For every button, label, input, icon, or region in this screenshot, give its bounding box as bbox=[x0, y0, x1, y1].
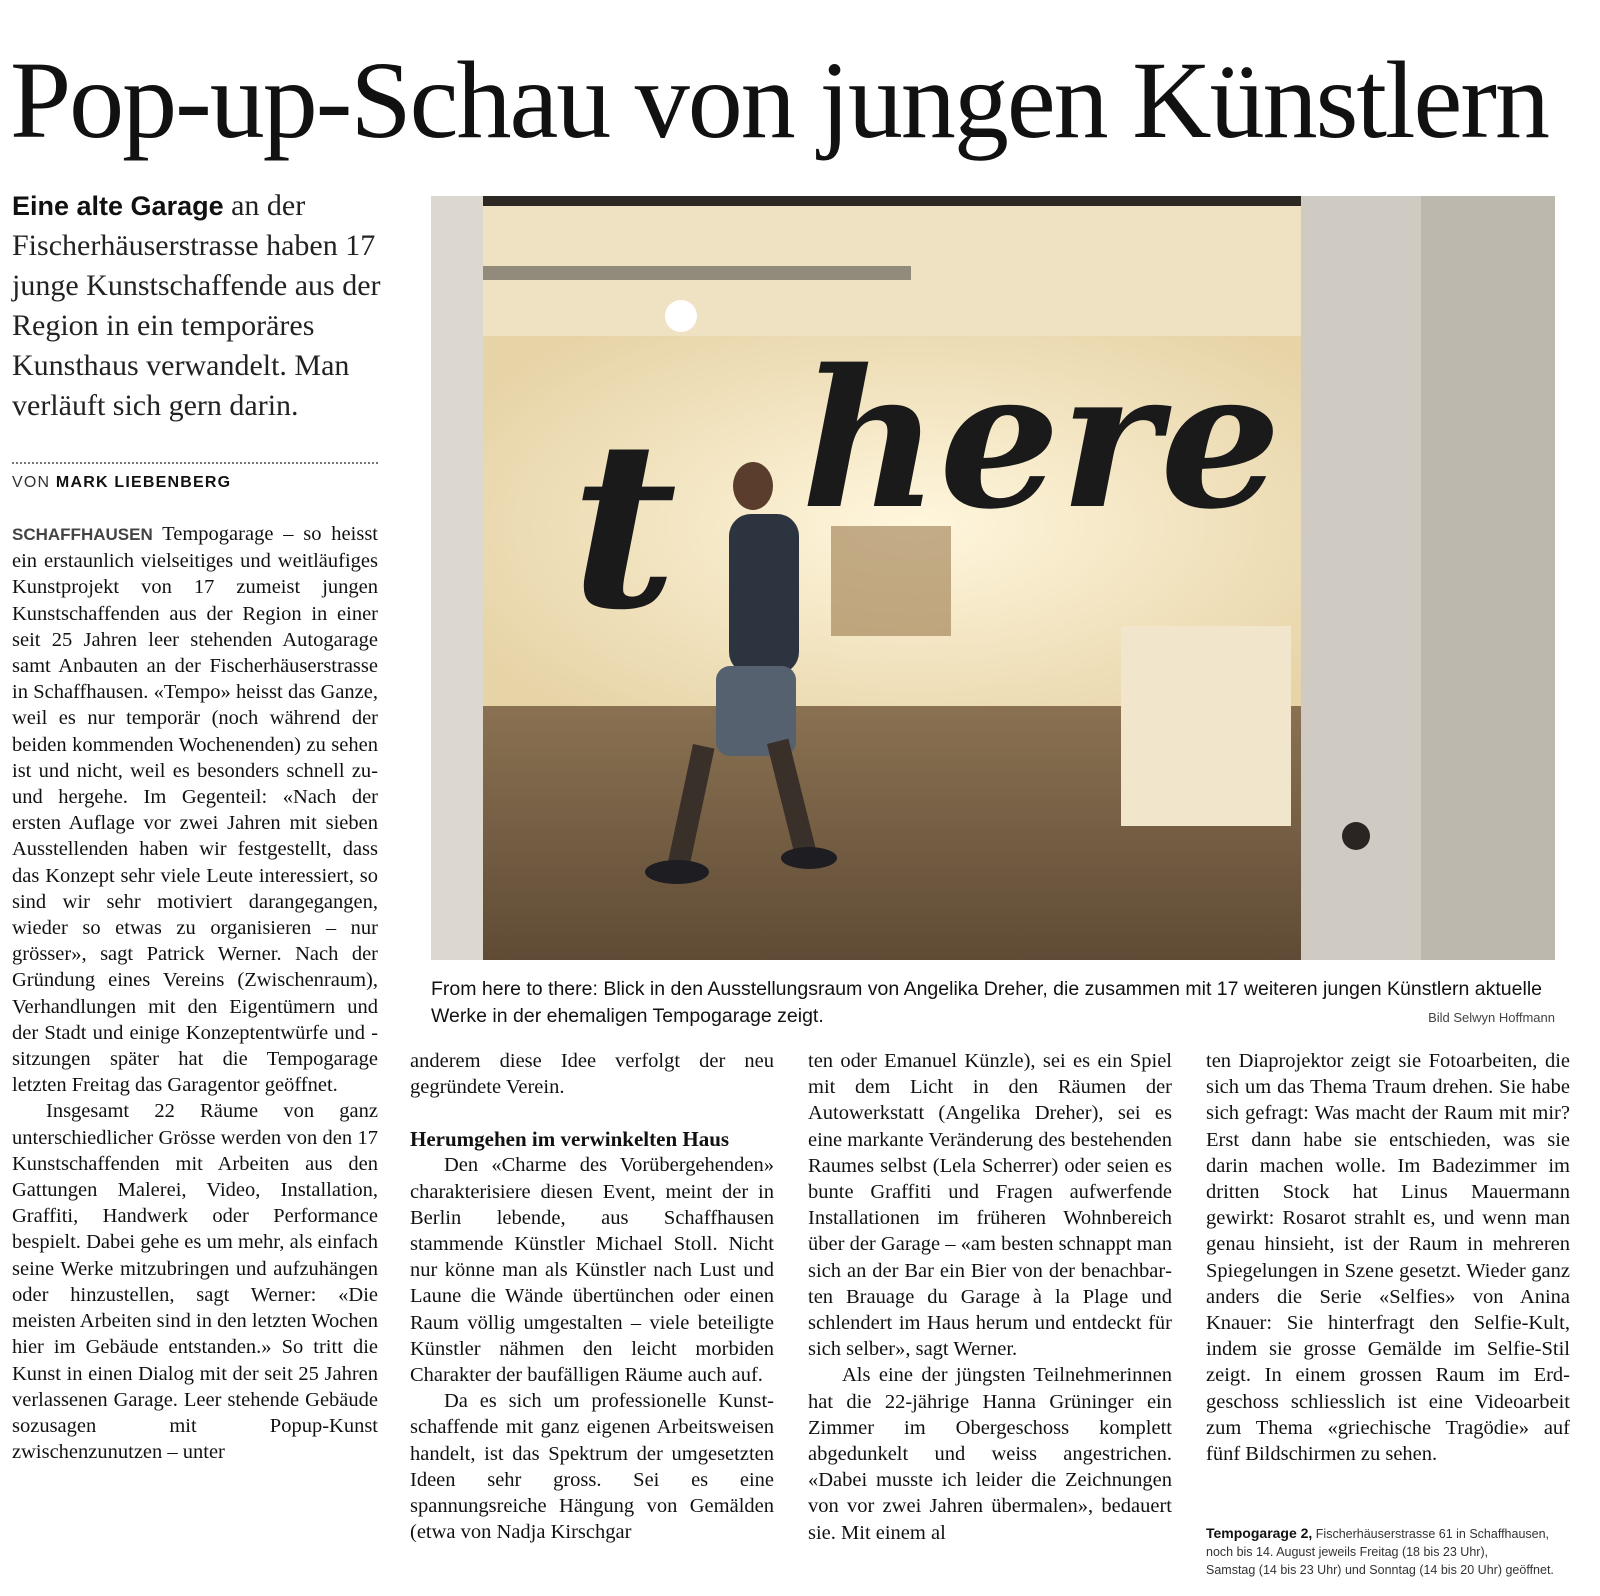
paragraph-text: Tempogarage – so heisst ein erstaunlich vielseitiges und weitläufiges Kunstprojekt von 17 zumeist jungen Kunstschaffenden aus der Region in einer seit 25 Jahren leer stehenden Autogarage samt Anbauten an der Fischerhäuserstrasse in Schaffhausen. «Tempo» heisst das Ganze, weil es nur temporär (noch während der beiden kommenden Wochenenden) zu sehen ist und nicht, weil es besonders schnell zu- und hergehe. Im Gegenteil: «Nach der ersten Auflage vor zwei Jahren mit sieben Ausstellenden haben wir festgestellt, dass das Konzept sehr viele Leute interessiert, so sind wir sehr motiviert darangegangen, wieder so etwas zu organisieren – nur grösser», sagt Patrick Werner. Nach der Gründung eines Vereins (Zwischenraum), Verhandlungen mit den Eigentümern und der Stadt und einige Konzeptentwürfe und -sitzungen später hat die Tempogarage letzten Freitag das Garagentor geöffnet. bbox=[12, 523, 378, 1097]
byline-author: MARK LIEBENBERG bbox=[55, 474, 232, 491]
headline: Pop-up-Schau von jungen Künstlern bbox=[10, 39, 1548, 161]
paragraph: Als eine der jüngsten Teilnehmerinnen hat die 22-jährige Hanna Grüninger ein Zimmer im Obergeschoss komplett abgedunkelt und weiss angestrichen. «Dabei musste ich leider die Zeichnungen von vor zwei Jahren übermalen», bedauert sie. Mit einem al bbox=[808, 1364, 1172, 1544]
ceiling-beam bbox=[471, 266, 911, 280]
article-column-1 bbox=[12, 521, 378, 1465]
article-column-3 bbox=[808, 1048, 1172, 1546]
frame-right-edge bbox=[1421, 196, 1555, 960]
window-letter-t: t bbox=[571, 391, 678, 661]
article-column-4 bbox=[1206, 1048, 1570, 1467]
info-title: Tempogarage 2, bbox=[1206, 1525, 1313, 1541]
info-line-2: noch bis 14. August jeweils Freitag (18 bis 23 Uhr), bbox=[1206, 1545, 1489, 1559]
byline bbox=[12, 474, 231, 492]
dateline: SCHAFFHAUSEN bbox=[12, 525, 153, 544]
paragraph: Den «Charme des Vorübergehenden» charakterisiere diesen Event, meint der in Berlin lebende, aus Schaffhausen stammende Künstler Michael Stoll. Nicht nur könne man als Künstler nach Lust und Laune die Wände übertünchen oder einen Raum völlig umgestalten – viele beteiligte Künstler nähmen den leicht morbiden Charakter der baufälligen Räume auch auf. bbox=[410, 1154, 774, 1387]
paragraph: Insgesamt 22 Räume von ganz unterschiedlicher Grösse werden von den 17 Kunstschaffenden mit Arbeiten aus den Gattungen Malerei, Video, Installation, Graffiti, Handwerk oder Performance bespielt. Dabei gehe es um mehr, als einfach seine Werke mitzubringen und aufzuhängen oder hinzustellen, sagt Werner: «Die meisten Arbeiten sind in den letzten Wochen hier im Gebäude entstanden.» So tritt die Kunst in einen Dialog mit der seit 25 Jahren verlassenen Garage. Leer stehende Gebäude sozusagen mit Popup-Kunst zwischenzunutzen – unter bbox=[12, 1100, 378, 1464]
paragraph: ten oder Emanuel Künzle), sei es ein Spiel mit dem Licht in den Räumen der Autowerkstatt (Angelika Dreher), sei es eine markante Veränderung des bestehenden Raumes selbst (Lela Scherrer) oder seien es bunte Graffiti und Fragen aufwerfende Installationen im früheren Wohnbereich über der Garage – «am besten schnappt man sich an der Bar ein Bier von der benachbarten Brauage du Garage à la Plage und schlendert im Haus herum und entdeckt für sich selber», sagt Werner. bbox=[808, 1050, 1172, 1361]
photo-illustration bbox=[431, 196, 1555, 960]
info-line-3: Samstag (14 bis 23 Uhr) und Sonntag (14 bis 20 Uhr) geöffnet. bbox=[1206, 1563, 1554, 1577]
photo-caption: From here to there: Blick in den Ausstellungsraum von Angelika Dreher, die zusammen mit 17 weiteren jungen Künstlern aktuelle Werke in der ehemaligen Tempogarage zeigt. bbox=[431, 978, 1543, 1027]
lead-text: an der Fischerhäuserstrasse haben 17 junge Kunstschaffende aus der Region in ein temporäres Kunsthaus verwandelt. Man verläuft sich gern darin. bbox=[12, 189, 381, 422]
lead-paragraph bbox=[12, 186, 382, 426]
subheading: Herumgehen im verwinkelten Haus bbox=[410, 1127, 730, 1152]
paragraph: anderem diese Idee verfolgt der neu gegründete Verein. bbox=[410, 1050, 774, 1099]
info-line-1: Fischerhäuserstrasse 61 in Schaffhausen, bbox=[1312, 1527, 1550, 1541]
frame-hole bbox=[1342, 822, 1370, 850]
byline-divider bbox=[12, 462, 378, 464]
byline-prefix: VON bbox=[12, 474, 56, 491]
window-word-here: here bbox=[801, 328, 1282, 551]
article-photo bbox=[431, 196, 1555, 960]
frame-left bbox=[431, 196, 483, 960]
photo-credit: Bild Selwyn Hoffmann bbox=[1428, 1010, 1555, 1025]
side-bench bbox=[1121, 626, 1291, 826]
ceiling-lamp bbox=[665, 300, 697, 332]
info-box bbox=[1206, 1524, 1586, 1579]
paragraph: ten Diaprojektor zeigt sie Fotoarbeiten, die sich um das Thema Traum drehen. Sie habe sich gefragt: Was macht der Raum mit mir? Erst dann habe sie entschieden, was sie darin machen wolle. Im Badezimmer im dritten Stock hat Linus Mauermann gewirkt: Rosarot strahlt es, und wenn man genau hinsieht, ist der Raum in mehreren Spiegelungen in Szene gesetzt. Wieder ganz anders die Serie «Selfies» von Anina Knauer: Sie hinterfragt den Selfie-Kult, indem sie grosse Gemälde im Selfie-Stil zeigt. In einem grossen Raum im Erdgeschoss schliesslich ist eine Videoarbeit zum Thema «griechische Tragödie» auf fünf Bildschirmen zu sehen. bbox=[1206, 1050, 1570, 1466]
paragraph bbox=[12, 521, 378, 1098]
paragraph: Da es sich um professionelle Kunstschaffende mit ganz eigenen Arbeitsweisen handelt, ist das Spektrum der umgesetzten Ideen sehr gross. Sei es eine spannungsreiche Hängung von Gemälden (etwa von Nadja Kirschgar bbox=[410, 1390, 774, 1544]
lead-kicker: Eine alte Garage bbox=[12, 191, 224, 221]
article-column-2 bbox=[410, 1048, 774, 1545]
